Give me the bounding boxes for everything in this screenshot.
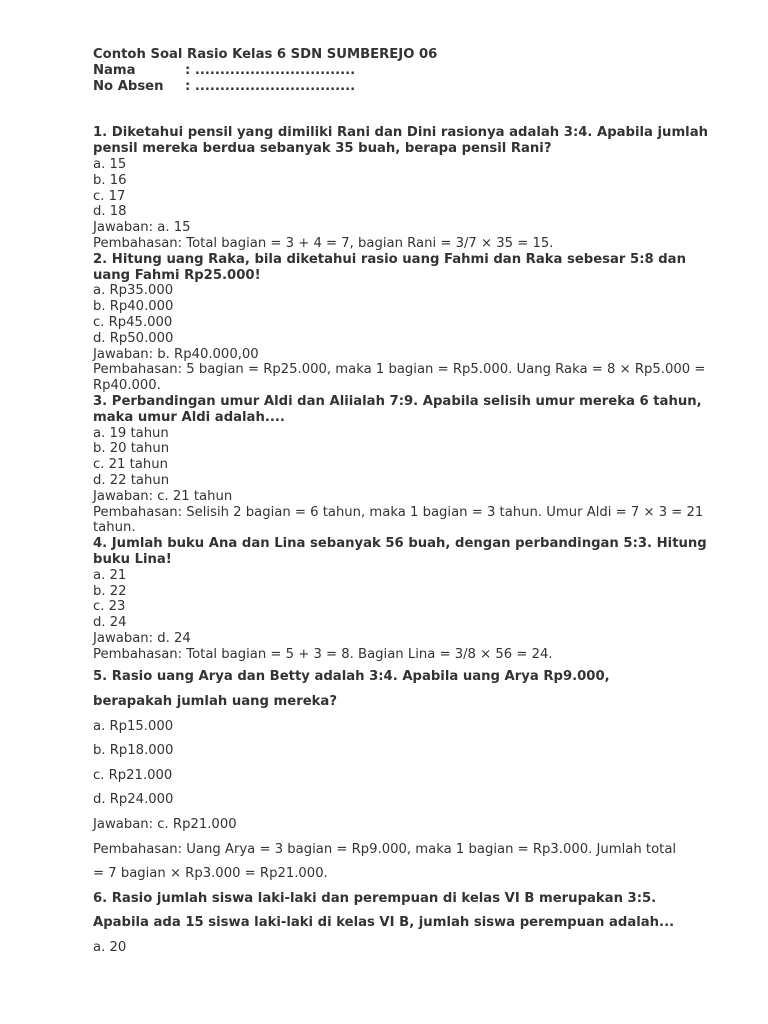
option-a: a. Rp35.000 — [93, 283, 174, 299]
answer-text: Jawaban: c. Rp21.000 — [93, 817, 237, 833]
option-b: b. 16 — [93, 172, 127, 188]
option-d: d. 22 tahun — [93, 472, 170, 488]
answer-text: Jawaban: c. 21 tahun — [93, 488, 233, 504]
option-d: d. 18 — [93, 204, 127, 220]
option-a: a. Rp15.000 — [93, 718, 174, 734]
absen-blank: : ................................ — [185, 78, 356, 94]
answer-text: Jawaban: a. 15 — [93, 220, 191, 236]
answer-text: Jawaban: b. Rp40.000,00 — [93, 346, 259, 362]
question-block-6 — [93, 887, 721, 961]
question-block-4 — [93, 536, 721, 662]
option-a: a. 20 — [93, 940, 127, 956]
name-label: Nama — [93, 62, 136, 78]
page-title: Contoh Soal Rasio Kelas 6 SDN SUMBEREJO 06 — [93, 47, 438, 62]
option-c: c. Rp45.000 — [93, 314, 173, 330]
explanation-text-line-1: Pembahasan: Uang Arya = 3 bagian = Rp9.000, maka 1 bagian = Rp3.000. Jumlah total — [93, 841, 677, 857]
option-a: a. 15 — [93, 156, 127, 172]
explanation-text: Pembahasan: Total bagian = 5 + 3 = 8. Bagian Lina = 3/8 × 56 = 24. — [93, 646, 553, 662]
option-c: c. Rp21.000 — [93, 767, 173, 783]
option-c: c. 17 — [93, 188, 126, 204]
option-b: b. Rp40.000 — [93, 299, 174, 315]
option-b: b. Rp18.000 — [93, 743, 174, 759]
option-d: d. Rp50.000 — [93, 330, 174, 346]
explanation-text: Pembahasan: 5 bagian = Rp25.000, maka 1 bagian = Rp5.000. Uang Raka = 8 × Rp5.000 = Rp40.000. — [93, 362, 706, 394]
question-text-line-1: 5. Rasio uang Arya dan Betty adalah 3:4. Apabila uang Arya Rp9.000, — [93, 669, 610, 685]
question-text: 2. Hitung uang Raka, bila diketahui rasio uang Fahmi dan Raka sebesar 5:8 dan uang Fahmi Rp25.000! — [93, 251, 686, 283]
question-block-1 — [93, 125, 721, 251]
option-b: b. 22 — [93, 583, 127, 599]
option-d: d. 24 — [93, 615, 127, 631]
question-text: 4. Jumlah buku Ana dan Lina sebanyak 56 buah, dengan perbandingan 5:3. Hitung buku Lina! — [93, 536, 707, 567]
question-text-line-2: Apabila ada 15 siswa laki-laki di kelas VI B, jumlah siswa perempuan adalah... — [93, 915, 675, 931]
name-blank: : ................................ — [185, 62, 356, 78]
name-field-row — [93, 63, 721, 79]
question-text-line-2: berapakah jumlah uang mereka? — [93, 694, 337, 710]
option-a: a. 21 — [93, 567, 127, 583]
absen-field-row — [93, 79, 721, 95]
question-text: 3. Perbandingan umur Aldi dan Aliialah 7:9. Apabila selisih umur mereka 6 tahun, maka umur Aldi adalah.... — [93, 393, 702, 425]
question-text: 1. Diketahui pensil yang dimiliki Rani dan Dini rasionya adalah 3:4. Apabila jumlah pensil mereka berdua sebanyak 35 buah, berapa pensil Rani? — [93, 125, 708, 157]
option-c: c. 21 tahun — [93, 457, 168, 473]
answer-text: Jawaban: d. 24 — [93, 630, 191, 646]
explanation-text: Pembahasan: Total bagian = 3 + 4 = 7, bagian Rani = 3/7 × 35 = 15. — [93, 235, 554, 251]
explanation-text-line-2: = 7 bagian × Rp3.000 = Rp21.000. — [93, 866, 328, 882]
question-block-3 — [93, 394, 721, 536]
option-d: d. Rp24.000 — [93, 792, 174, 808]
worksheet-page — [93, 47, 721, 961]
question-block-2 — [93, 252, 721, 394]
option-c: c. 23 — [93, 599, 126, 615]
absen-label: No Absen — [93, 78, 164, 94]
question-block-5 — [93, 665, 721, 886]
option-a: a. 19 tahun — [93, 425, 169, 441]
option-b: b. 20 tahun — [93, 441, 170, 457]
explanation-text: Pembahasan: Selisih 2 bagian = 6 tahun, maka 1 bagian = 3 tahun. Umur Aldi = 7 × 3 = 21 tahun. — [93, 504, 704, 536]
question-text-line-1: 6. Rasio jumlah siswa laki-laki dan perempuan di kelas VI B merupakan 3:5. — [93, 890, 657, 906]
